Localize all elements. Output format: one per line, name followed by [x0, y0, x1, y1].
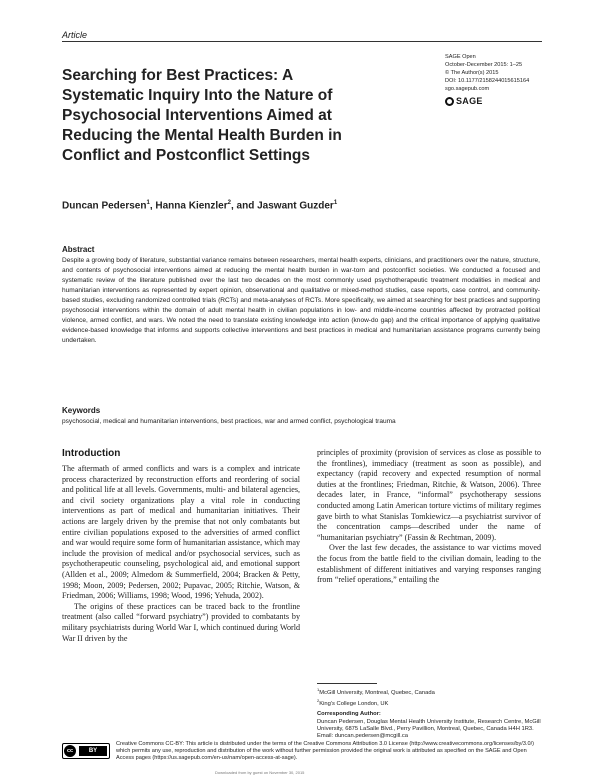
keywords-heading: Keywords [62, 406, 101, 415]
cc-by-badge[interactable] [62, 743, 110, 759]
affiliation-line [317, 686, 541, 697]
body-paragraph: The origins of these practices can be traced back to the frontline treatment (also called “forward psychiatry”) provided to combatants by military psychiatrists during World War I, which continued during World War II driven by the [62, 601, 300, 643]
author-name: Hanna Kienzler [155, 200, 228, 212]
license-bar [62, 741, 542, 771]
introduction-heading: Introduction [62, 448, 121, 459]
body-column-left [62, 464, 300, 644]
affiliation-line [317, 697, 541, 708]
author-name: Jaswant Guzder [257, 200, 334, 212]
affiliation-text: McGill University, Montreal, Quebec, Canada [319, 689, 435, 696]
download-note: Downloaded from by guest on November 30, 2015 [215, 770, 305, 775]
body-paragraph: principles of proximity (provision of services as close as possible to the frontlines), immediacy (treatment as soon as possible), and expectancy (rapid recovery and expected resumption of normal duties at the frontlines; Friedman, Ritchie, & Watson, 2006). Three decades later, in France, “informal” psychotherapy sessions conducted among Latin American torture victims of military regimes gave birth to what Stanislas Tomkiewicz—a psychiatrist survivor of the concentration camps—described under the name of “humanitarian psychiatry” (Fassin & Rechtman, 2009). [317, 448, 541, 542]
corresponding-author-address: Duncan Pedersen, Douglas Mental Health University Institute, Research Centre, McGill University, 6875 LaSalle Blvd., Perry Pavillion, Montreal, Quebec, Canada H4H 1R3. [317, 718, 541, 733]
journal-info [445, 53, 555, 93]
author-separator: , [149, 200, 156, 212]
abstract-section [62, 245, 540, 346]
body-paragraph: Over the last few decades, the assistance to war victims moved the focus from the battle field to the civilian domain, leading to the establishment of different initiatives and varying responses ranging from “relief operations,” entailing the [317, 543, 541, 585]
corresponding-author-email[interactable]: Email: duncan.pedersen@mcgill.ca [317, 733, 408, 740]
sage-logo [445, 96, 483, 106]
author-name: Duncan Pedersen [62, 200, 147, 212]
abstract-heading: Abstract [62, 245, 95, 254]
body-column-right [317, 448, 541, 586]
author-affiliation-mark: 2 [227, 200, 231, 206]
journal-info-line: DOI: 10.1177/2158244015615164 [445, 78, 530, 84]
affiliation-mark: 1 [317, 687, 320, 692]
footnotes [317, 686, 541, 741]
affiliation-mark: 2 [317, 698, 320, 704]
journal-info-line: October-December 2015: 1–25 [445, 62, 523, 68]
footnote-rule [317, 683, 377, 684]
sage-logo-text: SAGE [456, 96, 483, 106]
keywords-section [62, 406, 540, 427]
license-text: Creative Commons CC-BY: This article is distributed under the terms of the Creative Commons Attribution 3.0 License (http://www.creativecommons.org/licenses/by/3.0/) which permits any use, reproduction and distribution of the work without further permission provided the original work is attributed as specified on the SAGE and Open Access pages (https://us.sagepub.com/en-us/nam/open-access-at-sage). [116, 741, 535, 762]
author-affiliation-mark: 1 [146, 200, 150, 206]
author-list [62, 200, 337, 211]
body-paragraph: The aftermath of armed conflicts and wars is a complex and intricate process characterized by reconstruction efforts and reordering of social and political life at all levels. Governments, multi- and bilateral agencies, and civil society organizations play a vital role in conducting interventions as part of medical and humanitarian initiatives. Their actions are largely driven by the premise that not only combatants but entire civilian populations exposed to the adversities of armed conflict and war would require some form of humanitarian assistance, which may include the provision of medical and/or psychosocial services, such as psychotherapeutic counseling, psychological aid, and emotional support (Allden et al., 2009; Almedom & Summerfield, 2004; Bracken & Petty, 1998; Moon, 2009; Pedersen, 2002; Pupavac, 2005; Ritchie, Watson, & Friedman, 2006; Williams, 1998; Wood, 1996; Yehuda, 2002). [62, 464, 300, 601]
journal-info-line: © The Author(s) 2015 [445, 70, 499, 76]
corresponding-author-heading: Corresponding Author: [317, 711, 381, 718]
article-type-label: Article [62, 30, 88, 40]
header-rule [62, 41, 542, 42]
creative-commons-icon: cc [64, 745, 76, 757]
keywords-text: psychosocial, medical and humanitarian interventions, best practices, war and armed conflict, psychological trauma [62, 418, 396, 425]
author-separator: , and [230, 200, 258, 212]
article-title: Searching for Best Practices: A Systematic Inquiry Into the Nature of Psychosocial Interventions Aimed at Reducing the Mental Health Burden in Conflict and Postconflict Settings [62, 67, 342, 164]
sage-logo-icon [445, 97, 454, 106]
journal-info-line: sgo.sagepub.com [445, 86, 490, 92]
cc-by-label: BY [79, 746, 107, 756]
author-affiliation-mark: 1 [333, 200, 338, 206]
affiliation-text: King’s College London, UK [319, 701, 389, 708]
abstract-text: Despite a growing body of literature, substantial variance remains between researchers, mental health experts, clinicians, and practitioners over the nature, structure, and contents of psychosocial interventions aimed at reducing the mental health burden in war-torn and postconflict societies. We conducted a focused and systematic review of the literature published over the last two decades on the most commonly used psychotherapeutic treatment modalities in medical and humanitarian interventions as represented by expert opinion, observational and qualitative or mixed-method studies, case reports, case control, and community-based studies, excluding randomized controlled trials (RCTs) and meta-analyses of RCTs. More specifically, we aimed at searching for best practices and supporting psychosocial interventions within the domain of adult mental health in civilian populations in low- and middle-income countries affected by protracted political violence, armed conflict, and wars. We noted the need to translate existing knowledge into action (know-do gap) and the critical importance of applying qualitative evidence-based knowledge that informs and supports collective interventions and best practices in medical and humanitarian assistance programs currently being undertaken. [62, 257, 540, 344]
journal-info-line: SAGE Open [445, 54, 476, 60]
